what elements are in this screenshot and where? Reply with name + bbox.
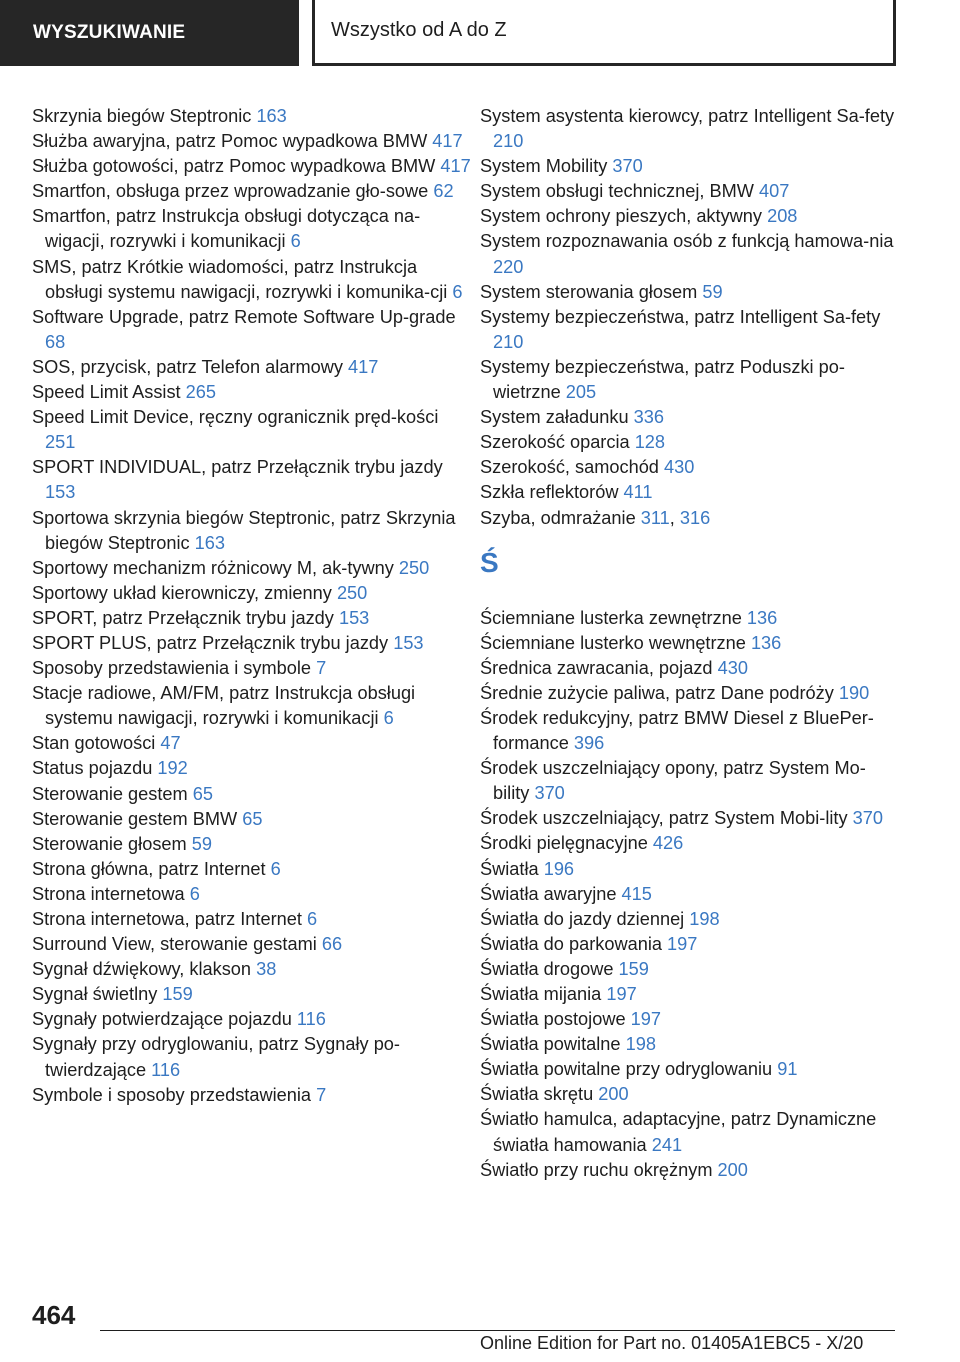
index-entry-term: Światła awaryjne	[480, 883, 617, 904]
index-entry	[32, 455, 472, 505]
page-reference-link[interactable]: 66	[321, 934, 343, 955]
index-entry-term: SPORT, patrz Przełącznik trybu jazdy	[32, 607, 334, 628]
index-entry-term: Sposoby przedstawienia i symbole	[32, 658, 312, 679]
index-entry	[480, 506, 900, 531]
index-entry	[480, 907, 900, 932]
page-reference-link[interactable]: 163	[194, 532, 225, 553]
page-number: 464	[32, 1300, 76, 1330]
page-reference-link[interactable]: 415	[621, 883, 652, 904]
index-entry	[32, 907, 472, 932]
index-entry-term: Stan gotowości	[32, 733, 156, 754]
index-entry-term: Strona główna, patrz Internet	[32, 858, 266, 879]
page-reference-link[interactable]: 210	[493, 131, 524, 152]
page-reference-link[interactable]: 426	[652, 833, 684, 854]
index-entry	[32, 882, 472, 907]
page-reference-link[interactable]: 370	[612, 156, 643, 177]
section-letter-heading: Ś	[480, 546, 499, 578]
page-reference-link[interactable]: 396	[573, 733, 605, 754]
index-entry-term: SOS, przycisk, patrz Telefon alarmowy	[32, 356, 343, 377]
index-entry-term: Software Upgrade, patrz Remote Software Up-grade	[32, 306, 456, 327]
index-entry	[32, 305, 472, 355]
index-entry	[32, 355, 472, 380]
index-entry	[32, 179, 472, 204]
page-reference-link[interactable]: 136	[750, 632, 782, 653]
index-entry	[480, 1082, 900, 1107]
index-entry-term: Ściemniane lusterka zewnętrzne	[480, 607, 742, 628]
page-reference-link[interactable]: 417	[440, 156, 471, 177]
index-entry	[480, 681, 900, 706]
index-column-right	[480, 104, 900, 1183]
index-entry	[32, 631, 472, 656]
index-entry-term: Środek redukcyjny, patrz BMW Diesel z BluePer-formance	[480, 707, 874, 754]
index-entry	[32, 581, 472, 606]
page-reference-link[interactable]: 197	[630, 1009, 662, 1030]
index-entry-term: Światła skrętu	[480, 1084, 594, 1105]
index-entry	[480, 1032, 900, 1057]
index-entry-term: Służba gotowości, patrz Pomoc wypadkowa BMW	[32, 156, 436, 177]
index-entry	[480, 656, 900, 681]
index-entry	[480, 305, 900, 355]
index-entry	[480, 179, 900, 204]
index-entry	[480, 430, 900, 455]
index-entry-term: Smartfon, patrz Instrukcja obsługi dotycząca na-wigacji, rozrywki i komunikacji	[32, 206, 421, 252]
index-entry	[32, 681, 472, 731]
index-entry-term: SPORT INDIVIDUAL, patrz Przełącznik trybu jazdy	[32, 457, 443, 478]
index-entry-term: Sterowanie gestem	[32, 783, 188, 804]
index-entry-term: Systemy bezpieczeństwa, patrz Intelligent Sa-fety	[480, 306, 881, 327]
index-entry-term: System Mobility	[480, 156, 608, 177]
index-entry	[32, 204, 472, 254]
index-entry	[480, 831, 900, 856]
index-entry	[480, 806, 900, 831]
index-entry-term: SMS, patrz Krótkie wiadomości, patrz Instrukcja obsługi systemu nawigacji, rozrywki i komunika-cji	[32, 256, 448, 302]
page-reference-link[interactable]: 163	[256, 106, 287, 126]
page-reference-link[interactable]: 198	[689, 908, 720, 929]
index-entry	[32, 255, 472, 305]
page-reference-link[interactable]: 190	[838, 682, 870, 703]
index-entry-term: Środek uszczelniający opony, patrz System Mo-bility	[480, 758, 866, 804]
page-reference-link[interactable]: 208	[767, 206, 798, 227]
index-entry-term: Światło hamulca, adaptacyjne, patrz Dynamiczne światła hamowania	[480, 1109, 877, 1155]
index-entry-term: Światła powitalne	[480, 1034, 621, 1055]
index-entry	[480, 1057, 900, 1082]
page-reference-link[interactable]: 6	[189, 883, 200, 904]
index-entry-term: Strona internetowa, patrz Internet	[32, 909, 302, 929]
page-reference-link[interactable]: 251	[45, 432, 76, 453]
page-separator: ,	[669, 507, 675, 528]
page-reference-link[interactable]: 241	[651, 1134, 683, 1155]
page-reference-link[interactable]: 136	[746, 607, 778, 628]
index-entry	[480, 229, 900, 279]
index-entry	[32, 556, 472, 581]
index-entry	[480, 355, 900, 405]
page-reference-link[interactable]: 59	[191, 833, 212, 854]
page-reference-link[interactable]: 316	[679, 507, 711, 528]
index-entry	[480, 154, 900, 179]
page-reference-link[interactable]: 197	[667, 933, 698, 954]
page-reference-link[interactable]: 6	[383, 708, 394, 729]
index-entry	[32, 957, 472, 982]
index-entry	[32, 606, 472, 631]
index-entry-term: Szyba, odmrażanie	[480, 507, 636, 528]
index-entry	[480, 280, 900, 305]
page-reference-link[interactable]: 198	[625, 1034, 656, 1055]
index-entry-term: System ochrony pieszych, aktywny	[480, 206, 763, 227]
index-entry-term: Średnica zawracania, pojazd	[480, 657, 713, 678]
index-entry	[32, 104, 472, 129]
page-reference-link[interactable]: 159	[618, 958, 649, 979]
index-entry-term: Światła do parkowania	[480, 933, 662, 954]
page-reference-link[interactable]: 159	[162, 984, 193, 1005]
page-reference-link[interactable]: 411	[623, 482, 653, 503]
page-reference-link[interactable]: 7	[316, 658, 327, 679]
index-entry	[32, 656, 472, 681]
index-entry-term: Sportowa skrzynia biegów Steptronic, patrz Skrzynia biegów Steptronic	[32, 507, 456, 553]
index-entry	[480, 706, 900, 756]
index-entry-term: Światło przy ruchu okrężnym	[480, 1159, 713, 1180]
index-column-left	[32, 104, 472, 1108]
chapter-title-tab: Wszystko od A do Z	[312, 0, 896, 66]
index-entry-term: Strona internetowa	[32, 883, 185, 904]
index-entry-term: Środek uszczelniający, patrz System Mobi-lity	[480, 808, 848, 829]
index-entry	[32, 405, 472, 455]
page-reference-link[interactable]: 116	[296, 1009, 326, 1030]
index-entry-term: Speed Limit Assist	[32, 382, 181, 403]
index-entry-term: System rozpoznawania osób z funkcją hamowa-nia	[480, 231, 894, 252]
index-entry-term: Światła	[480, 858, 539, 879]
index-entry-term: Szkła reflektorów	[480, 482, 619, 503]
page-reference-link[interactable]: 200	[717, 1159, 748, 1180]
index-entry-term: Środki pielęgnacyjne	[480, 833, 648, 854]
page-reference-link[interactable]: 197	[606, 984, 637, 1004]
index-entry	[32, 506, 472, 556]
index-entry	[480, 405, 900, 430]
index-entry-term: System asystenta kierowcy, patrz Intelligent Sa-fety	[480, 106, 895, 126]
section-tab: WYSZUKIWANIE	[0, 0, 299, 66]
index-entry-term: Speed Limit Device, ręczny ogranicznik pręd-kości	[32, 407, 439, 428]
index-entry-term: Szerokość, samochód	[480, 457, 659, 478]
index-entry	[480, 1158, 900, 1183]
index-entry	[480, 204, 900, 229]
page-reference-link[interactable]: 68	[45, 331, 66, 352]
index-entry	[32, 982, 472, 1007]
index-entry-term: Światła mijania	[480, 984, 602, 1004]
index-entry-term: Światła drogowe	[480, 958, 614, 979]
page-header	[0, 0, 960, 66]
index-entry-term: Surround View, sterowanie gestami	[32, 934, 317, 955]
index-entry-term: Skrzynia biegów Steptronic	[32, 106, 252, 126]
page-reference-link[interactable]: 192	[157, 758, 188, 779]
page-reference-link[interactable]: 210	[493, 331, 524, 352]
index-entry	[480, 982, 900, 1007]
page-reference-link[interactable]: 153	[45, 482, 76, 503]
page-reference-link[interactable]: 65	[242, 808, 263, 829]
index-entry-term: Szerokość oparcia	[480, 432, 630, 453]
index-entry-term: SPORT PLUS, patrz Przełącznik trybu jazdy	[32, 632, 389, 653]
index-entry-term: Światła do jazdy dziennej	[480, 908, 685, 929]
footer-divider	[100, 1330, 895, 1331]
page-reference-link[interactable]: 91	[777, 1059, 798, 1080]
index-entry	[32, 807, 472, 832]
index-entry-term: Stacje radiowe, AM/FM, patrz Instrukcja obsługi systemu nawigacji, rozrywki i komunikacji	[32, 683, 416, 729]
page-reference-link[interactable]: 417	[432, 131, 463, 152]
page-reference-link[interactable]: 128	[634, 432, 666, 453]
index-entry	[480, 1007, 900, 1032]
index-entry	[480, 606, 900, 631]
page-reference-link[interactable]: 59	[702, 281, 723, 302]
page-reference-link[interactable]: 205	[565, 382, 597, 403]
page-reference-link[interactable]: 65	[192, 783, 213, 804]
page-reference-link[interactable]: 62	[433, 181, 454, 202]
index-entry-term: Sygnały potwierdzające pojazdu	[32, 1009, 292, 1030]
index-entry	[32, 731, 472, 756]
index-entry-term: Sterowanie gestem BMW	[32, 808, 238, 829]
page-reference-link[interactable]: 407	[759, 181, 790, 202]
index-entry-term: Systemy bezpieczeństwa, patrz Poduszki po-wietrzne	[480, 356, 845, 403]
index-group-s	[480, 104, 900, 531]
page-reference-link[interactable]: 38	[256, 959, 277, 980]
index-entry-term: Sygnał dźwiękowy, klakson	[32, 959, 252, 980]
index-entry-term: Sygnał świetlny	[32, 984, 158, 1005]
index-entry-term: Smartfon, obsługa przez wprowadzanie gło-sowe	[32, 181, 429, 202]
page-reference-link[interactable]: 311	[640, 507, 670, 528]
index-entry-term: Średnie zużycie paliwa, patrz Dane podróży	[480, 682, 834, 703]
index-entry-term: System obsługi technicznej, BMW	[480, 181, 754, 202]
page-reference-link[interactable]: 200	[598, 1084, 629, 1105]
index-entry	[480, 480, 900, 505]
page-reference-link[interactable]: 336	[633, 407, 665, 428]
index-entry	[32, 857, 472, 882]
index-entry-term: Sportowy mechanizm różnicowy M, ak-tywny	[32, 557, 394, 578]
page-reference-link[interactable]: 250	[336, 582, 368, 603]
index-entry-term: Światła postojowe	[480, 1009, 626, 1030]
index-entry-term: Sportowy układ kierowniczy, zmienny	[32, 582, 332, 603]
index-entry	[480, 1107, 900, 1157]
index-entry-term: System sterowania głosem	[480, 281, 698, 302]
index-entry	[32, 1007, 472, 1032]
index-entry	[480, 455, 900, 480]
index-entry	[480, 857, 900, 882]
index-entry	[32, 756, 472, 781]
page-reference-link[interactable]: 6	[290, 231, 301, 252]
edition-note: Online Edition for Part no. 01405A1EBC5 - X/20	[480, 1333, 864, 1353]
index-entry-term: Symbole i sposoby przedstawienia	[32, 1084, 312, 1105]
index-entry	[480, 104, 900, 154]
index-entry	[32, 154, 472, 179]
page-reference-link[interactable]: 430	[664, 457, 695, 478]
index-entry	[480, 932, 900, 957]
page-reference-link[interactable]: 153	[393, 632, 424, 653]
page-reference-link[interactable]: 6	[307, 909, 318, 929]
index-group-s-acute	[480, 606, 900, 1183]
page-reference-link[interactable]: 47	[160, 733, 181, 754]
index-entry	[32, 129, 472, 154]
index-entry-term: Sterowanie głosem	[32, 833, 187, 854]
index-entry	[480, 957, 900, 982]
index-entry	[32, 1083, 472, 1108]
index-entry-term: Służba awaryjna, patrz Pomoc wypadkowa BMW	[32, 131, 428, 152]
page-reference-link[interactable]: 153	[338, 607, 370, 628]
page-reference-link[interactable]: 430	[717, 657, 748, 678]
page-reference-link[interactable]: 265	[185, 382, 217, 403]
index-entry-term: Światła powitalne przy odryglowaniu	[480, 1059, 773, 1080]
index-entry	[480, 882, 900, 907]
page-reference-link[interactable]: 250	[398, 557, 430, 578]
index-entry	[32, 782, 472, 807]
index-entry	[480, 631, 900, 656]
page-reference-link[interactable]: 417	[348, 356, 379, 377]
index-entry	[32, 1032, 472, 1082]
index-entry-term: Sygnały przy odryglowaniu, patrz Sygnały po-twierdzające	[32, 1034, 400, 1080]
index-entry-term: Ściemniane lusterko wewnętrzne	[480, 632, 746, 653]
index-entry	[32, 380, 472, 405]
index-entry-term: System załadunku	[480, 407, 629, 428]
page-reference-link[interactable]: 7	[316, 1084, 327, 1105]
page-reference-link[interactable]: 6	[452, 281, 463, 302]
page-reference-link[interactable]: 6	[270, 858, 281, 879]
index-entry	[32, 932, 472, 957]
page-reference-link[interactable]: 220	[493, 256, 524, 277]
page-reference-link[interactable]: 370	[534, 783, 565, 804]
page-reference-link[interactable]: 196	[543, 858, 575, 879]
index-entry-term: Status pojazdu	[32, 758, 153, 779]
index-entry	[480, 756, 900, 806]
index-entry	[32, 832, 472, 857]
page-reference-link[interactable]: 116	[151, 1059, 181, 1080]
page-reference-link[interactable]: 370	[852, 808, 883, 829]
